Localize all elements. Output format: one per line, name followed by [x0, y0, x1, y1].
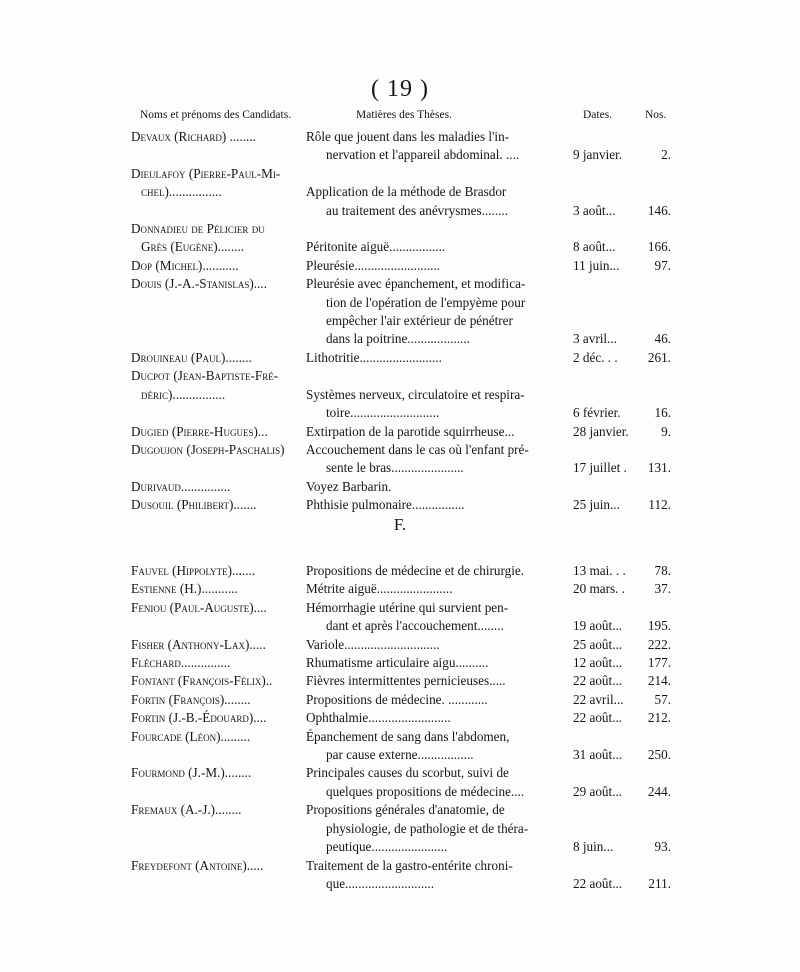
thesis-subject — [306, 562, 571, 580]
candidate-name-line: Grès (Eugène)........ — [141, 239, 245, 255]
thesis-line: Métrite aiguë....................... — [306, 581, 453, 597]
table-row — [131, 709, 671, 727]
thesis-line: Péritonite aiguë................. — [306, 239, 446, 255]
thesis-number: 222. — [647, 636, 671, 652]
thesis-line: Principales causes du scorbut, suivi de — [306, 765, 509, 781]
thesis-number: 93. — [654, 839, 671, 855]
thesis-line: Phthisie pulmonaire................ — [306, 497, 465, 513]
candidate-name-line: Fourmond (J.-M.)........ — [131, 765, 252, 781]
thesis-line: Accouchement dans le cas où l'enfant pré- — [306, 441, 529, 457]
page-number: ( 19 ) — [371, 76, 429, 102]
candidate-name — [131, 764, 306, 782]
candidate-name-line: Freydefont (Antoine)..... — [131, 857, 264, 873]
candidate-name — [131, 728, 306, 746]
candidate-name — [131, 709, 306, 727]
thesis-subject — [306, 165, 571, 220]
candidate-name-line: Devaux (Richard) ........ — [131, 129, 256, 144]
thesis-line: quelques propositions de médecine.... — [326, 783, 525, 799]
thesis-line: sente le bras...................... — [326, 460, 464, 476]
candidate-name — [131, 257, 306, 275]
thesis-subject — [306, 654, 571, 672]
thesis-line: nervation et l'appareil abdominal. .... — [326, 147, 520, 163]
thesis-number: 212. — [647, 710, 671, 726]
thesis-date: 22 avril... — [573, 691, 624, 707]
thesis-date: 22 août... — [573, 875, 623, 891]
thesis-subject — [306, 128, 571, 165]
candidate-name — [131, 496, 306, 514]
candidate-name — [131, 691, 306, 709]
thesis-number: 166. — [647, 239, 671, 255]
thesis-number: 195. — [647, 618, 671, 634]
thesis-date: 8 juin... — [573, 839, 614, 855]
thesis-date: 28 janvier. — [573, 423, 629, 439]
thesis-subject — [306, 441, 571, 478]
candidate-name — [131, 672, 306, 690]
table-row — [131, 672, 671, 690]
thesis-line: Lithotritie......................... — [306, 349, 442, 365]
thesis-date: 3 avril... — [573, 331, 617, 347]
header-matieres: Matières des Thèses. — [356, 109, 452, 121]
thesis-line: dans la poitrine................... — [326, 331, 470, 347]
thesis-number: 37. — [654, 581, 671, 597]
candidate-name-line: Fortin (François)........ — [131, 691, 251, 707]
table-row — [131, 257, 671, 275]
section-d-entries — [131, 128, 671, 515]
candidate-name — [131, 580, 306, 598]
candidate-name-line: Dugoujon (Joseph-Paschalis) — [131, 441, 285, 457]
thesis-line: Épanchement de sang dans l'abdomen, — [306, 728, 510, 744]
thesis-subject — [306, 857, 571, 894]
thesis-subject — [306, 672, 571, 690]
candidate-name-line: Estienne (H.)........... — [131, 581, 238, 597]
thesis-date: 8 août... — [573, 239, 616, 255]
candidate-name-line: Fauvel (Hippolyte)....... — [131, 563, 256, 578]
section-f-entries — [131, 562, 671, 893]
candidate-name — [131, 275, 306, 293]
candidate-name-line: Ducpot (Jean-Baptiste-Fré- — [131, 368, 279, 384]
header-dates: Dates. — [583, 109, 613, 121]
thesis-line — [306, 220, 571, 238]
thesis-number: 57. — [654, 691, 671, 707]
table-row — [131, 496, 671, 514]
thesis-date: 22 août... — [573, 710, 623, 726]
table-row — [131, 128, 671, 165]
table-row — [131, 764, 671, 801]
thesis-line: Application de la méthode de Brasdor — [306, 184, 507, 200]
thesis-number: 97. — [654, 257, 671, 273]
thesis-date: 13 mai. . . — [573, 563, 626, 578]
candidate-name-line: Fortin (J.-B.-Édouard).... — [131, 710, 267, 726]
table-row — [131, 636, 671, 654]
thesis-line: Rôle que jouent dans les maladies l'in- — [306, 129, 510, 144]
table-row — [131, 654, 671, 672]
thesis-date: 25 août... — [573, 636, 623, 652]
thesis-line: empêcher l'air extérieur de pénétrer — [326, 313, 513, 329]
thesis-line: dant et après l'accouchement........ — [326, 618, 504, 634]
thesis-subject — [306, 220, 571, 257]
candidate-name-line: Dusouil (Philibert)....... — [131, 497, 257, 513]
thesis-subject — [306, 801, 571, 856]
thesis-line: peutique....................... — [326, 839, 448, 855]
candidate-name-line: Dugied (Pierre-Hugues)... — [131, 423, 268, 439]
thesis-number: 261. — [647, 349, 671, 365]
candidate-name — [131, 367, 306, 404]
candidate-name-line: déric)................ — [141, 386, 226, 402]
thesis-number: 250. — [647, 747, 671, 763]
table-row — [131, 367, 671, 422]
thesis-subject — [306, 709, 571, 727]
candidate-name — [131, 562, 306, 580]
thesis-line: toire........................... — [326, 405, 440, 421]
thesis-line: Pleurésie avec épanchement, et modifica- — [306, 276, 526, 292]
thesis-number: 46. — [654, 331, 671, 347]
thesis-line: Variole............................. — [306, 636, 440, 652]
thesis-subject — [306, 636, 571, 654]
thesis-line: Pleurésie.......................... — [306, 257, 441, 273]
thesis-line: Traitement de la gastro-entérite chroni- — [306, 857, 513, 873]
thesis-line: Propositions générales d'anatomie, de — [306, 802, 505, 818]
candidate-name-line: chel)................ — [141, 184, 222, 200]
thesis-subject — [306, 275, 571, 349]
thesis-line: Rhumatisme articulaire aigu.......... — [306, 655, 489, 671]
thesis-line: Hémorrhagie utérine qui survient pen- — [306, 599, 509, 615]
table-row — [131, 562, 671, 580]
candidate-name-line: Douis (J.-A.-Stanislas).... — [131, 276, 267, 292]
thesis-date: 25 juin... — [573, 497, 620, 513]
candidate-name-line: Feniou (Paul-Auguste).... — [131, 599, 267, 615]
thesis-line: Voyez Barbarin. — [306, 478, 392, 494]
table-row — [131, 857, 671, 894]
thesis-date: 6 février. — [573, 405, 621, 421]
candidate-name — [131, 599, 306, 617]
thesis-line: par cause externe................. — [326, 747, 474, 763]
thesis-subject — [306, 257, 571, 275]
thesis-subject — [306, 423, 571, 441]
table-row — [131, 423, 671, 441]
candidate-name — [131, 654, 306, 672]
thesis-line: Propositions de médecine et de chirurgie. — [306, 563, 525, 578]
candidate-name-line: Fontant (François-Félix).. — [131, 673, 273, 689]
thesis-date: 3 août... — [573, 202, 616, 218]
candidate-name-line: Fisher (Anthony-Lax)..... — [131, 636, 266, 652]
thesis-date: 9 janvier. — [573, 147, 623, 163]
table-row — [131, 691, 671, 709]
thesis-line: Ophthalmie......................... — [306, 710, 451, 726]
thesis-date: 29 août... — [573, 783, 623, 799]
thesis-number: 9. — [661, 423, 671, 439]
thesis-number: 131. — [647, 460, 671, 476]
table-row — [131, 220, 671, 257]
header-no: Nos. — [645, 109, 667, 121]
table-row — [131, 275, 671, 349]
thesis-date: 22 août... — [573, 673, 623, 689]
thesis-number: 211. — [648, 875, 671, 891]
table-row — [131, 801, 671, 856]
thesis-line: au traitement des anévrysmes........ — [326, 202, 509, 218]
thesis-subject — [306, 496, 571, 514]
thesis-subject — [306, 349, 571, 367]
thesis-date: 12 août... — [573, 655, 623, 671]
candidate-name — [131, 220, 306, 257]
thesis-number: 244. — [647, 783, 671, 799]
thesis-subject — [306, 478, 571, 496]
thesis-line: Fièvres intermittentes pernicieuses..... — [306, 673, 506, 689]
thesis-number: 177. — [647, 655, 671, 671]
table-row — [131, 349, 671, 367]
thesis-subject — [306, 367, 571, 422]
thesis-number: 78. — [654, 563, 671, 578]
thesis-line — [306, 367, 571, 385]
candidate-name-line: Durivaud............... — [131, 478, 231, 494]
thesis-line: physiologie, de pathologie et de théra- — [326, 820, 529, 836]
section-letter-f: F. — [393, 515, 407, 534]
candidate-name — [131, 349, 306, 367]
thesis-date: 31 août... — [573, 747, 623, 763]
thesis-date: 17 juillet . — [573, 460, 627, 476]
candidate-name — [131, 128, 306, 146]
candidate-name-line: Fléchard............... — [131, 655, 231, 671]
thesis-subject — [306, 728, 571, 765]
candidate-name-line: Fourcade (Léon)......... — [131, 728, 251, 744]
thesis-line: Systèmes nerveux, circulatoire et respira- — [306, 386, 525, 402]
thesis-line: que........................... — [326, 875, 435, 891]
thesis-number: 214. — [647, 673, 671, 689]
candidate-name — [131, 636, 306, 654]
candidate-name — [131, 857, 306, 875]
thesis-date: 2 déc. . . — [573, 349, 618, 365]
thesis-line: Propositions de médecine. ............ — [306, 691, 488, 707]
candidate-name-line: Fremaux (A.-J.)........ — [131, 802, 242, 818]
thesis-subject — [306, 599, 571, 636]
thesis-date: 20 mars. . — [573, 581, 626, 597]
thesis-number: 16. — [654, 405, 671, 421]
header-names: Noms et prénoms des Candidats. — [140, 109, 292, 121]
table-row — [131, 580, 671, 598]
table-row — [131, 599, 671, 636]
thesis-subject — [306, 764, 571, 801]
candidate-name — [131, 165, 306, 202]
candidate-name — [131, 423, 306, 441]
table-row — [131, 441, 671, 478]
candidate-name-line: Dop (Michel)........... — [131, 257, 239, 273]
thesis-date: 19 août... — [573, 618, 623, 634]
candidate-name — [131, 441, 306, 459]
thesis-subject — [306, 691, 571, 709]
thesis-number: 112. — [648, 497, 671, 513]
candidate-name-line: Donnadieu de Pélicier du — [131, 221, 265, 237]
thesis-date: 11 juin... — [573, 257, 620, 273]
thesis-line — [306, 165, 571, 183]
thesis-line: tion de l'opération de l'empyème pour — [326, 294, 526, 310]
candidate-name — [131, 801, 306, 819]
candidate-name — [131, 478, 306, 496]
candidate-name-line: Dieulafoy (Pierre-Paul-Mi- — [131, 165, 281, 181]
table-row — [131, 165, 671, 220]
table-row — [131, 478, 671, 496]
candidate-name-line: Drouineau (Paul)........ — [131, 349, 252, 365]
table-row — [131, 728, 671, 765]
thesis-line: Extirpation de la parotide squirrheuse... — [306, 423, 515, 439]
thesis-number: 2. — [661, 147, 671, 163]
thesis-number: 146. — [647, 202, 671, 218]
thesis-subject — [306, 580, 571, 598]
